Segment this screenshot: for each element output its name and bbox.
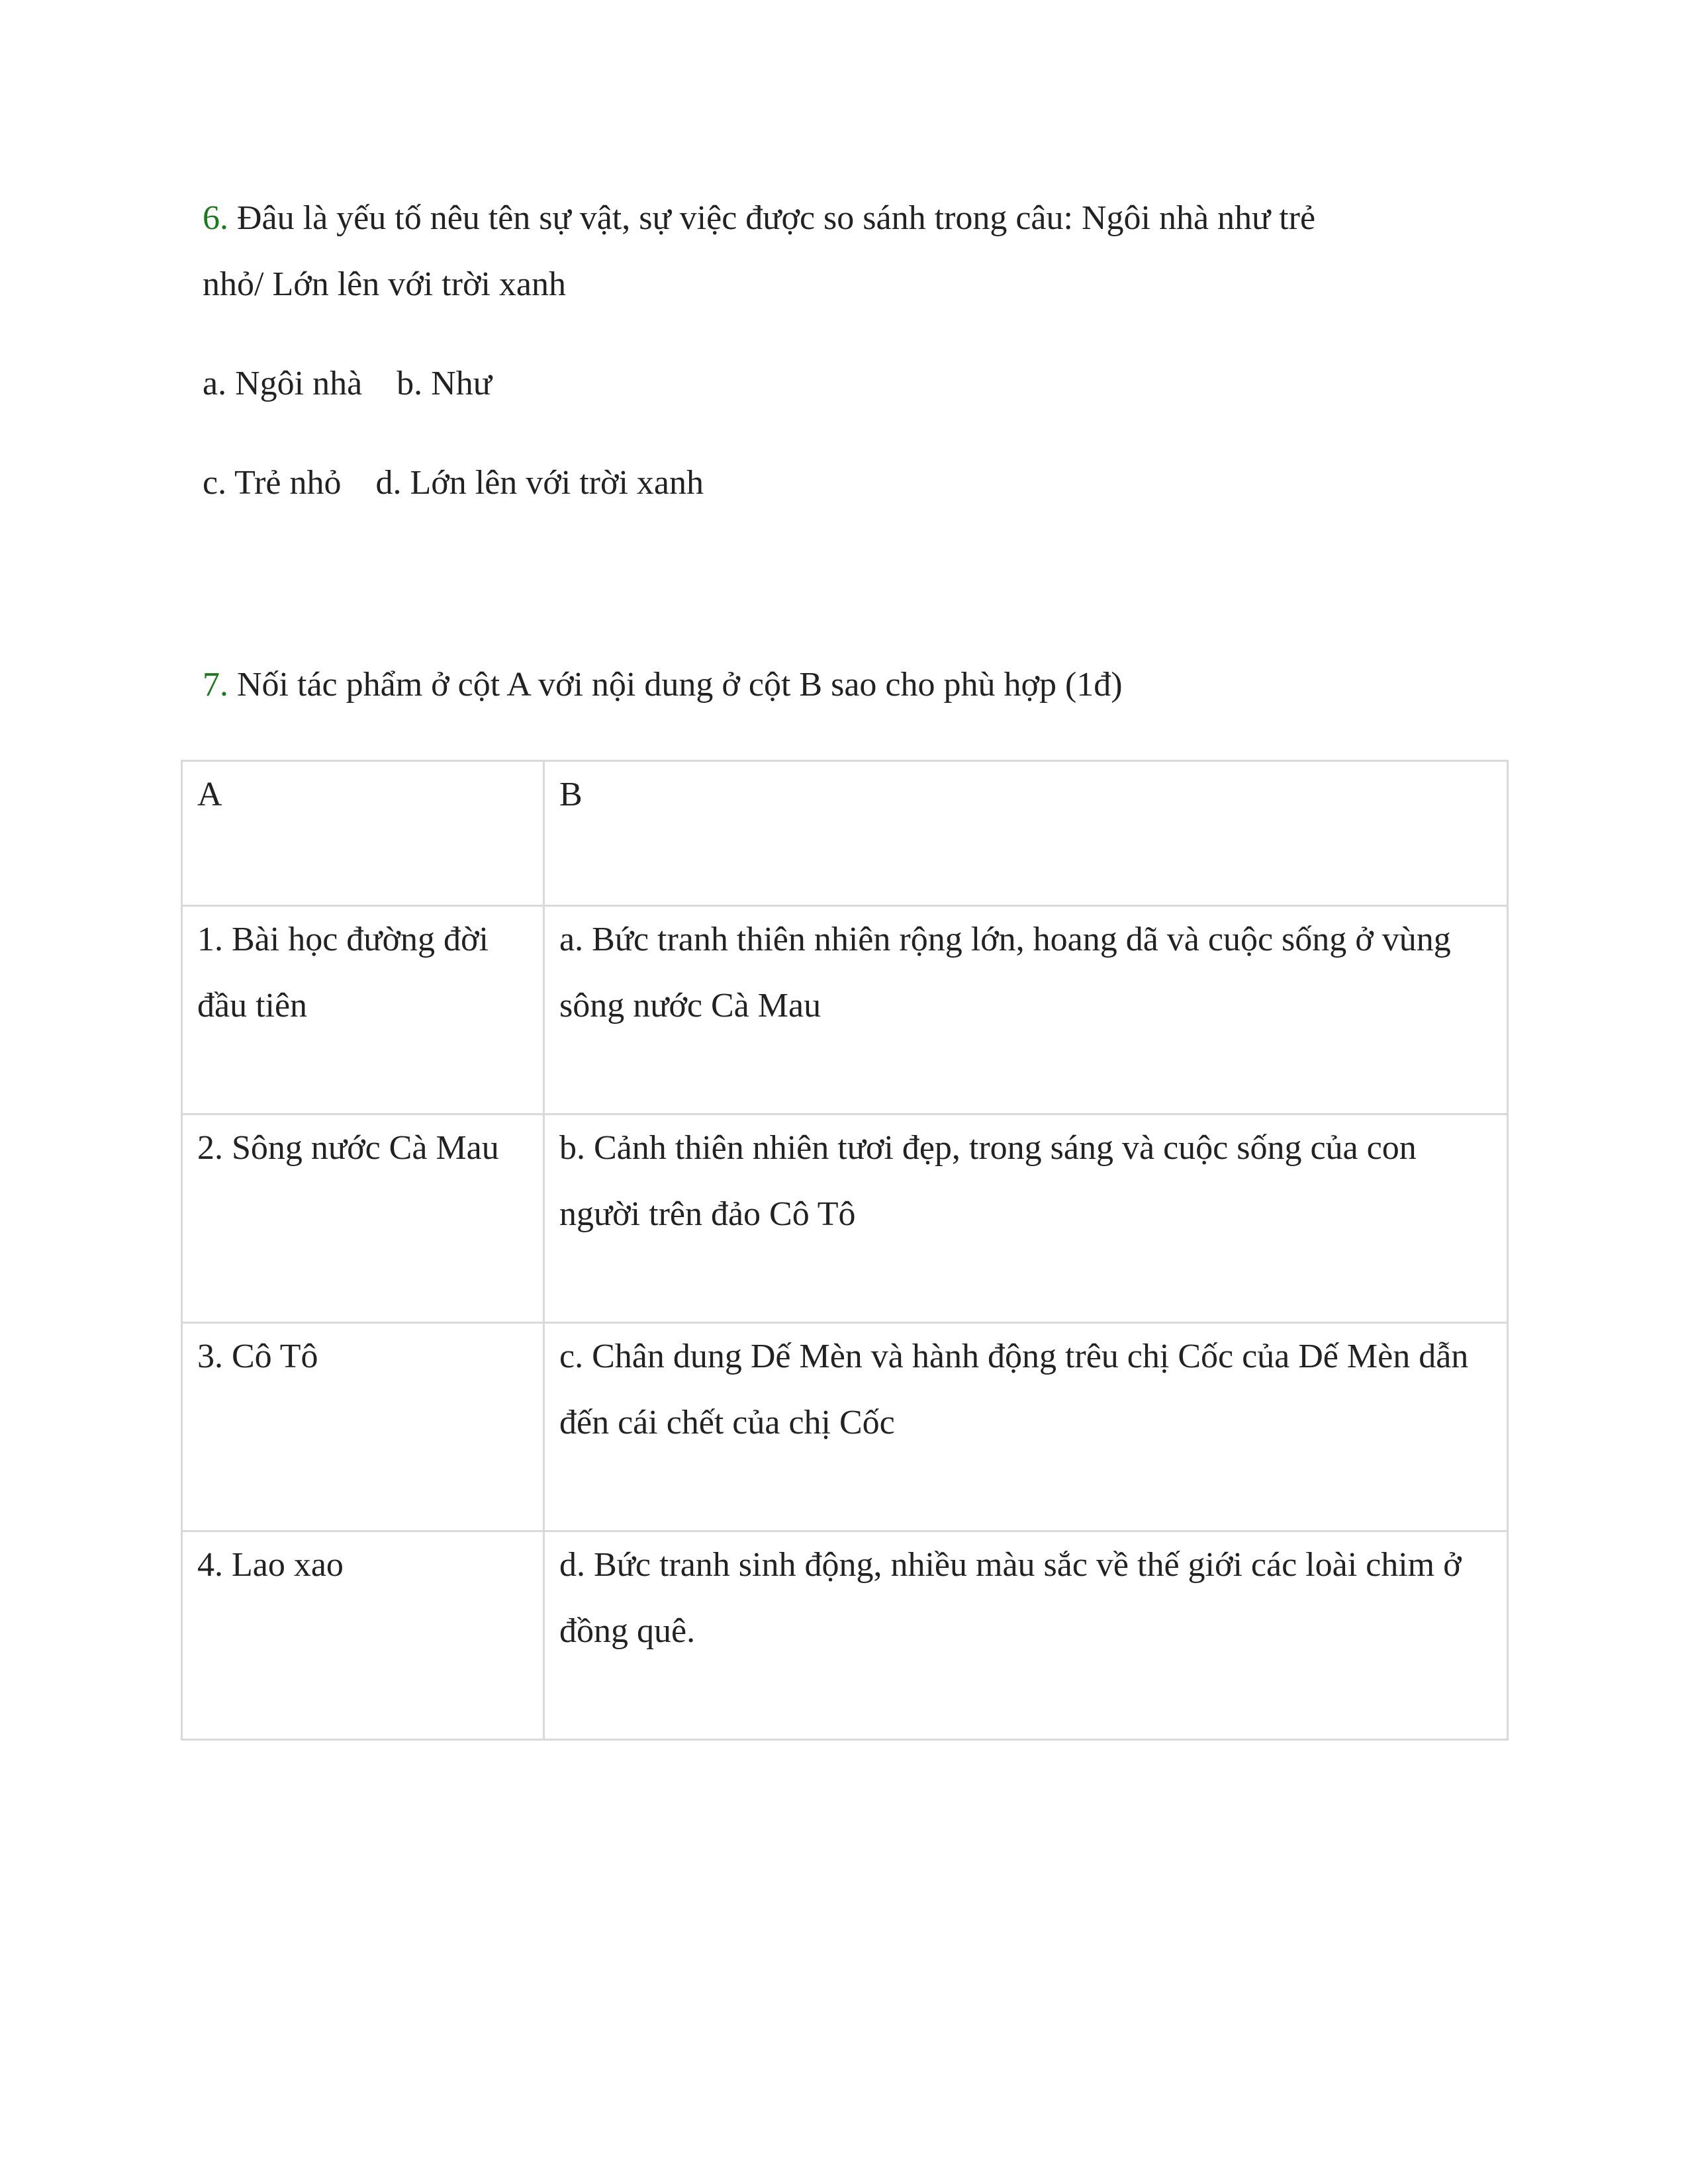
question-6-text: Đâu là yếu tố nêu tên sự vật, sự việc được so sánh trong câu: Ngôi nhà như trẻ <box>228 199 1316 237</box>
option-d: d. Lớn lên với trời xanh <box>375 464 704 502</box>
cell-content: b. Cảnh thiên nhiên tươi đẹp, trong sáng và cuộc sống của con người trên đảo Cô Tô <box>544 1115 1508 1323</box>
question-7-number: 7. <box>203 666 228 704</box>
question-6-line-2: nhỏ/ Lớn lên với trời xanh <box>203 265 566 303</box>
table-header-row <box>182 761 1508 906</box>
question-6-line-1 <box>203 199 1315 238</box>
question-6-number: 6. <box>203 199 228 237</box>
option-b: b. Như <box>397 365 492 402</box>
cell-work: 3. Cô Tô <box>182 1323 544 1531</box>
cell-work: 1. Bài học đường đời đầu tiên <box>182 906 544 1115</box>
cell-work: 2. Sông nước Cà Mau <box>182 1115 544 1323</box>
table-row <box>182 1115 1508 1323</box>
table-row <box>182 906 1508 1115</box>
table-row <box>182 1323 1508 1531</box>
question-7-text: Nối tác phẩm ở cột A với nội dung ở cột B sao cho phù hợp (1đ) <box>228 666 1123 704</box>
cell-work: 4. Lao xao <box>182 1531 544 1740</box>
option-a: a. Ngôi nhà <box>203 365 363 402</box>
question-6-options-row-1 <box>203 364 492 404</box>
header-cell-a: A <box>182 761 544 906</box>
cell-content: a. Bức tranh thiên nhiên rộng lớn, hoang dã và cuộc sống ở vùng sông nước Cà Mau <box>544 906 1508 1115</box>
cell-content: d. Bức tranh sinh động, nhiều màu sắc về thế giới các loài chim ở đồng quê. <box>544 1531 1508 1740</box>
cell-content: c. Chân dung Dế Mèn và hành động trêu chị Cốc của Dế Mèn dẫn đến cái chết của chị Cốc <box>544 1323 1508 1531</box>
table-row <box>182 1531 1508 1740</box>
header-cell-b: B <box>544 761 1508 906</box>
question-6-options-row-2 <box>203 463 704 503</box>
matching-table <box>181 760 1509 1741</box>
option-c: c. Trẻ nhỏ <box>203 464 342 502</box>
question-7-line <box>203 665 1123 705</box>
